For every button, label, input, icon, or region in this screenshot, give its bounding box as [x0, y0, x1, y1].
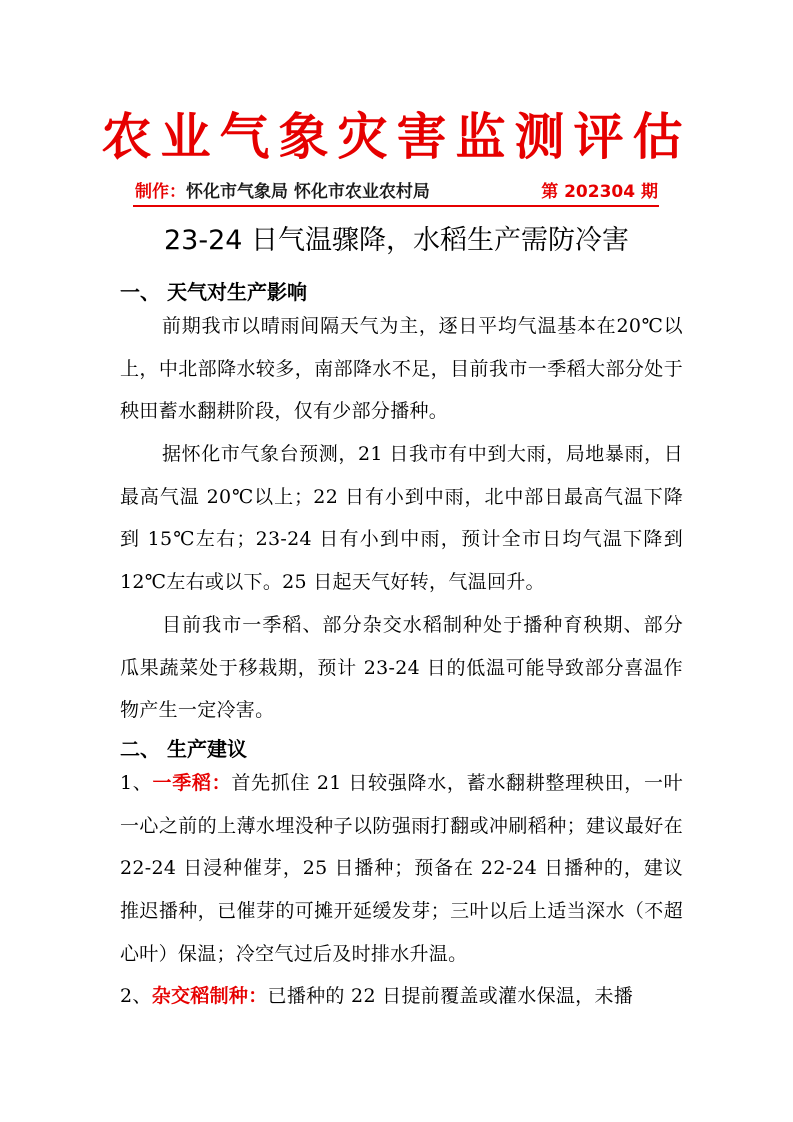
header-divider	[133, 205, 659, 207]
paragraph-forecast: 据怀化市气象台预测，21 日我市有中到大雨，局地暴雨，日最高气温 20℃以上；22 日有小到中雨，北中部日最高气温下降到 15℃左右；23-24 日有小到中雨，预计全市日均气温下降到 12℃左右或以下。25 日起天气好转，气温回升。	[120, 443, 683, 594]
advice-item-text: 首先抓住 21 日较强降水，蓄水翻耕整理秧田，一叶一心之前的上薄水埋没种子以防强雨打翻或冲刷稻种；建议最好在 22-24 日浸种催芽，25 日播种；预备在 22-24 日播种的，建议推迟播种，已催芽的可摊开延缓发芽；三叶以后上适当深水（不超心叶）保温；冷空气过后及时排水升温。	[120, 772, 683, 965]
maker-label: 制作：	[135, 182, 186, 202]
section-title-production-advice: 二、 生产建议	[120, 737, 247, 761]
issue-number: 第 202304 期	[541, 182, 658, 202]
section-title-weather-impact: 一、 天气对生产影响	[120, 280, 307, 304]
maker-organizations: 怀化市气象局 怀化市农业农村局	[186, 182, 430, 202]
advice-item-single-season-rice	[120, 762, 683, 976]
advice-item-text: 已播种的 22 日提前覆盖或灌水保温，未播	[267, 985, 634, 1007]
paragraph-current-conditions: 前期我市以晴雨间隔天气为主，逐日平均气温基本在20℃以上，中北部降水较多，南部降水不足，目前我市一季稻大部分处于秧田蓄水翻耕阶段，仅有少部分播种。	[120, 315, 683, 423]
advice-item-hybrid-rice-seed	[120, 975, 683, 1018]
advice-item-number: 2、	[120, 985, 152, 1007]
advice-item-label: 一季稻：	[152, 772, 232, 794]
advice-item-label: 杂交稻制种：	[151, 985, 268, 1007]
issue-line	[135, 178, 658, 206]
masthead-title: 农业气象灾害监测评估	[101, 107, 692, 166]
advice-item-number: 1、	[120, 772, 153, 794]
article-headline: 23-24 日气温骤降，水稻生产需防冷害	[163, 225, 630, 256]
paragraph-crop-risk: 目前我市一季稻、部分杂交水稻制种处于播种育秧期、部分瓜果蔬菜处于移栽期，预计 23-24 日的低温可能导致部分喜温作物产生一定冷害。	[120, 614, 683, 722]
